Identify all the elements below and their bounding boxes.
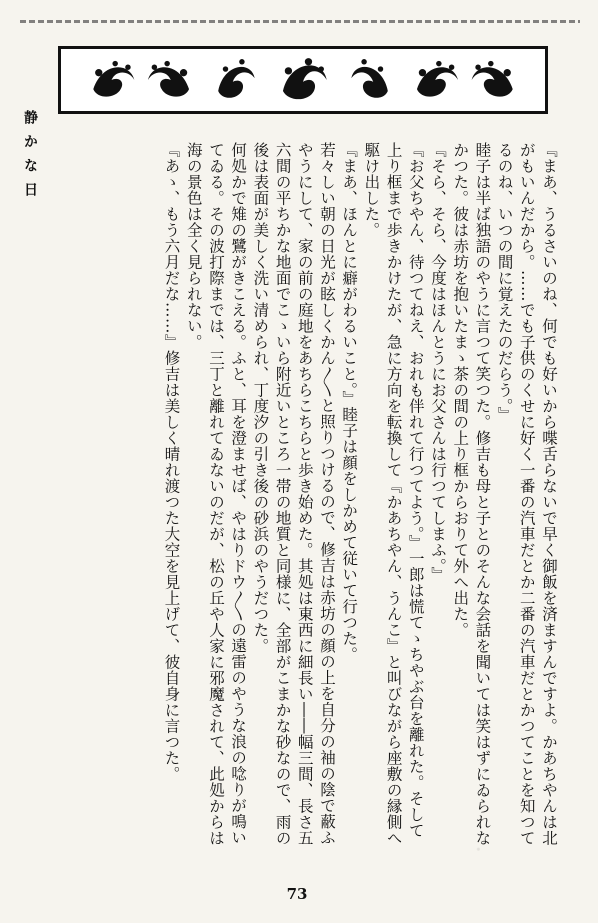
paragraph: 何処かで雉の鷺がきこえる。ふと、耳を澄ませば、やはりドウ〳〵の遠雷のやうな浪の唸りが鳴いてゐる。その波打際までは、三丁と離れてゐないのだが、松の丘や人家に邪魔されて、此処からは海の景色は全く見られない。 [184,142,248,846]
paragraph: 『お父ちやん、待つてねえ、おれも伴れて行つてよう。』一郎は慌てゝちやぶ台を離れた。そして上り框まで歩きかけたが、急に方向を転換して『かあちやん、うんこ』と叫びながら座敷の縁側へ駆け出した。 [362,142,425,846]
floral-ornament-icon [61,49,545,111]
paragraph: 若々しい朝の日光が眩しくかん〳〵と照りつけるので、修吉は赤坊の顔の上を自分の袖の陰で蔽ふやうにして、家の前の庭地をあちらこちらと歩き始めた。其処は東西に細長い――幅三間、長さ五六間の平ちかな地面でこゝいら附近いところ一帯の地質と同様に、全部がこまかな砂なので、雨の後は表面が美しく洗い清められ、丁度汐の引き後の砂浜のやうだつた。 [251,142,336,846]
paragraph: 『まあ、うるさいのね、何でも好いから喋舌らないで早く御飯を済ますんですよ。かあちやんは北がもいんだから。……でも子供のくせに好く一番の汽車だとか二番の汽車だとかつてことを知つてるのね、いつの間に覚えたのだらう。』 [495,142,558,846]
header-ornament [58,46,548,114]
paragraph: 睦子は半ば独語のやうに言つて笑つた。修吉も母と子とのそんな会話を聞いては笑はずにゐられなかつた。彼は赤坊を抱いたまゝ茶の間の上り框からおりて外へ出た。 [451,142,492,846]
page-number: 73 [286,885,308,903]
body-text [40,142,560,847]
paragraph: 『あゝ、もう六月だな……』修吉は美しく晴れ渡つた大空を見上げて、彼自身に言つた。 [162,142,181,782]
paragraph: 『そら、そら、今度はほんとうにお父さんは行つてしまふ。』 [428,142,447,583]
running-title: 静かな日 [22,110,38,206]
paragraph: 『まあ、ほんとに癖がわるいこと。』睦子は顔をしかめて従いて行つた。 [340,142,359,663]
top-border-line [20,20,580,23]
